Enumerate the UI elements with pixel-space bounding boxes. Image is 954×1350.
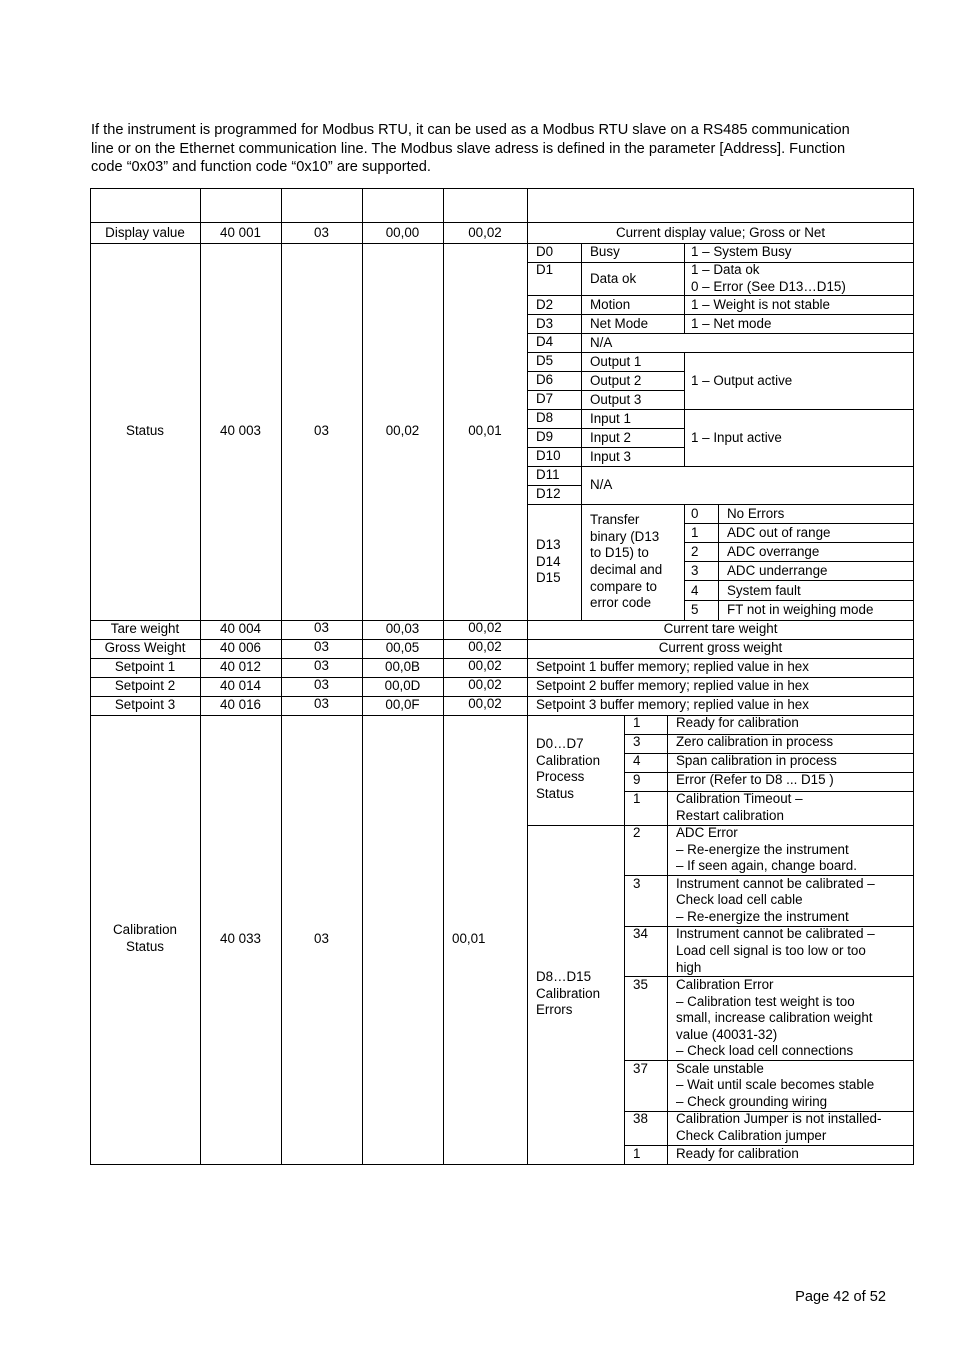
status-value-divider <box>684 352 685 466</box>
bit-d10: D10 <box>536 448 561 463</box>
bit-d0: D0 <box>536 244 554 259</box>
transfer-text-5: compare to <box>590 579 657 594</box>
cal-errors-label: D8…D15 <box>536 969 592 984</box>
transfer-text-1: Transfer <box>590 512 640 527</box>
status-subrow-divider <box>527 504 914 505</box>
cal-text-divider <box>667 715 668 1165</box>
cal-code: 9 <box>633 772 641 787</box>
bit-output3: Output 3 <box>590 392 642 407</box>
bit-d6: D6 <box>536 372 554 387</box>
cal-error-text: Calibration Error <box>676 977 774 992</box>
cal-error-text: Instrument cannot be calibrated – <box>676 926 875 941</box>
bit-output-value: 1 – Output active <box>691 373 793 388</box>
cal-error-text: Load cell signal is too low or too <box>676 943 866 958</box>
calibration-length: 00,01 <box>452 931 486 946</box>
cal-process-label: Status <box>536 786 574 801</box>
tare-address: 00,03 <box>385 621 420 636</box>
bit-netmode: Net Mode <box>590 316 649 331</box>
error-code-number: 2 <box>691 544 699 559</box>
setpoint1-register: 40 012 <box>220 659 261 674</box>
cal-error-text: Calibration Jumper is not installed- <box>676 1111 882 1126</box>
tare-description: Current tare weight <box>663 621 778 636</box>
cal-error-text: Check Calibration jumper <box>676 1128 827 1143</box>
cal-code-text: Calibration Timeout – <box>676 791 803 806</box>
bit-input1: Input 1 <box>590 411 631 426</box>
status-register: 40 003 <box>220 423 261 438</box>
error-code-label: FT not in weighing mode <box>727 602 874 617</box>
bit-d8: D8 <box>536 410 554 425</box>
calibration-name-line2: Status <box>126 939 164 954</box>
setpoint3-length: 00,02 <box>468 696 502 711</box>
error-code-label: ADC overrange <box>727 544 820 559</box>
bit-d5: D5 <box>536 353 554 368</box>
bit-d11-d12-na: N/A <box>590 477 613 492</box>
code-number-divider <box>718 504 719 620</box>
bit-d2: D2 <box>536 297 554 312</box>
setpoint3-address: 00,0F <box>385 697 420 712</box>
cal-error-text: – Re-energize the instrument <box>676 909 849 924</box>
cal-code-text: Ready for calibration <box>676 715 799 730</box>
cal-errors-label: Errors <box>536 1002 573 1017</box>
cal-error-text: small, increase calibration weight <box>676 1010 873 1025</box>
cal-error-text: – Re-energize the instrument <box>676 842 849 857</box>
cal-error-code: 3 <box>633 876 641 891</box>
status-subrow-divider <box>527 333 914 334</box>
status-length: 00,01 <box>468 423 502 438</box>
status-value-divider <box>684 504 685 620</box>
status-subrow-divider <box>527 352 914 353</box>
error-code-number: 3 <box>691 563 699 578</box>
bit-dataok-value-2: 0 – Error (See D13…D15) <box>691 279 846 294</box>
tare-length: 00,02 <box>468 620 502 635</box>
display-address: 00,00 <box>385 225 420 240</box>
error-code-number: 1 <box>691 525 699 540</box>
setpoint1-address: 00,0B <box>385 659 420 674</box>
cal-code: 4 <box>633 753 641 768</box>
status-subrow-divider <box>527 409 914 410</box>
status-address: 00,02 <box>385 423 420 438</box>
bit-d11: D11 <box>536 467 560 482</box>
calibration-register: 40 033 <box>220 931 261 946</box>
cal-code: 1 <box>633 791 641 806</box>
transfer-text-6: error code <box>590 595 652 610</box>
bit-d14: D14 <box>536 554 561 569</box>
error-code-label: ADC out of range <box>727 525 831 540</box>
status-subrow-divider <box>527 466 914 467</box>
gross-length: 00,02 <box>468 639 502 654</box>
gross-register: 40 006 <box>220 640 261 655</box>
setpoint1-length: 00,02 <box>468 658 502 673</box>
bit-motion-value: 1 – Weight is not stable <box>691 297 830 312</box>
cal-error-text: Scale unstable <box>676 1061 764 1076</box>
status-bit-divider <box>581 243 582 620</box>
cal-error-text: ADC Error <box>676 825 738 840</box>
cal-process-label: D0…D7 <box>536 736 584 751</box>
cal-error-text: Ready for calibration <box>676 1146 799 1161</box>
bit-busy: Busy <box>590 244 620 259</box>
status-name: Status <box>126 423 164 438</box>
cal-error-code: 37 <box>633 1061 648 1076</box>
setpoint2-register: 40 014 <box>220 678 261 693</box>
status-value-divider <box>684 243 685 333</box>
display-register: 40 001 <box>220 225 261 240</box>
setpoint2-length: 00,02 <box>468 677 502 692</box>
cal-code-divider <box>624 715 625 1165</box>
cal-error-text: Check load cell cable <box>676 892 803 907</box>
bit-d4-na: N/A <box>590 335 613 350</box>
setpoint2-name: Setpoint 2 <box>114 678 176 693</box>
bit-input2: Input 2 <box>590 430 631 445</box>
cal-process-label: Calibration <box>536 753 601 768</box>
error-code-number: 5 <box>691 602 699 617</box>
error-code-label: No Errors <box>727 506 785 521</box>
transfer-text-3: to D15) to <box>590 545 649 560</box>
intro-paragraph: If the instrument is programmed for Modbus RTU, it can be used as a Modbus RTU slave on a RS485 communication line or on the Ethernet communication line. The Modbus slave adress is defined in the parameter [Address]. Function code “0x03” and function code “0x10” are supported. <box>91 122 850 175</box>
bit-d13: D13 <box>536 537 561 552</box>
cal-error-code: 1 <box>633 1146 641 1161</box>
cal-error-text: – Check load cell connections <box>676 1043 854 1058</box>
error-code-label: ADC underrange <box>727 563 828 578</box>
cal-code-text: Error (Refer to D8 ... D15 ) <box>676 772 834 787</box>
setpoint3-description: Setpoint 3 buffer memory; replied value in hex <box>536 697 809 712</box>
setpoint1-function: 03 <box>314 658 329 673</box>
cal-code-text: Restart calibration <box>676 808 784 823</box>
cal-code: 3 <box>633 734 641 749</box>
cal-process-label: Process <box>536 769 585 784</box>
cal-error-text: – If seen again, change board. <box>676 858 857 873</box>
bit-output2: Output 2 <box>590 373 642 388</box>
bit-input3: Input 3 <box>590 449 631 464</box>
bit-busy-value: 1 – System Busy <box>691 244 792 259</box>
cal-code-text: Zero calibration in process <box>676 734 834 749</box>
cal-code-text: Span calibration in process <box>676 753 837 768</box>
bit-netmode-value: 1 – Net mode <box>691 316 772 331</box>
gross-function: 03 <box>314 639 329 654</box>
page-number: Page 42 of 52 <box>795 1289 886 1305</box>
bit-d12: D12 <box>536 486 561 501</box>
cal-error-code: 2 <box>633 825 641 840</box>
cal-error-code: 34 <box>633 926 648 941</box>
tare-register: 40 004 <box>220 621 261 636</box>
cal-code: 1 <box>633 715 641 730</box>
bit-dataok-value-1: 1 – Data ok <box>691 262 760 277</box>
bit-dataok: Data ok <box>590 271 637 286</box>
cal-error-text: high <box>676 960 702 975</box>
bit-motion: Motion <box>590 297 631 312</box>
cal-error-text: Instrument cannot be calibrated – <box>676 876 875 891</box>
gross-name: Gross Weight <box>104 640 186 655</box>
calibration-function: 03 <box>314 931 329 946</box>
cal-subrow-divider <box>624 1060 914 1061</box>
gross-description: Current gross weight <box>658 640 783 655</box>
calibration-name-line1: Calibration <box>112 922 177 937</box>
bit-d7: D7 <box>536 391 554 406</box>
status-subrow-divider <box>527 314 914 315</box>
transfer-text-4: decimal and <box>590 562 663 577</box>
setpoint1-description: Setpoint 1 buffer memory; replied value in hex <box>536 659 809 674</box>
cal-error-text: – Calibration test weight is too <box>676 994 855 1009</box>
setpoint3-register: 40 016 <box>220 697 261 712</box>
bit-d3: D3 <box>536 316 554 331</box>
setpoint2-function: 03 <box>314 677 329 692</box>
setpoint2-description: Setpoint 2 buffer memory; replied value in hex <box>536 678 809 693</box>
cal-error-text: value (40031-32) <box>676 1027 778 1042</box>
cal-error-text: – Wait until scale becomes stable <box>676 1077 875 1092</box>
setpoint2-address: 00,0D <box>384 678 421 693</box>
bit-d15: D15 <box>536 570 561 585</box>
bit-d4: D4 <box>536 334 554 349</box>
setpoint3-function: 03 <box>314 696 329 711</box>
cal-error-code: 35 <box>633 977 648 992</box>
cal-error-code: 38 <box>633 1111 648 1126</box>
display-name: Display value <box>105 225 185 240</box>
tare-function: 03 <box>314 620 329 635</box>
cal-error-text: – Check grounding wiring <box>676 1094 828 1109</box>
error-code-number: 4 <box>691 583 699 598</box>
display-function: 03 <box>314 225 329 240</box>
tare-name: Tare weight <box>110 621 180 636</box>
setpoint3-name: Setpoint 3 <box>114 697 176 712</box>
bit-d1: D1 <box>536 262 554 277</box>
transfer-text-2: binary (D13 <box>590 529 660 544</box>
error-code-label: System fault <box>727 583 801 598</box>
cal-errors-label: Calibration <box>536 986 601 1001</box>
bit-d9: D9 <box>536 429 554 444</box>
bit-output1: Output 1 <box>590 354 642 369</box>
status-function: 03 <box>314 423 329 438</box>
row-divider <box>90 222 914 223</box>
display-length: 00,02 <box>468 225 502 240</box>
display-description: Current display value; Gross or Net <box>615 225 826 240</box>
error-code-number: 0 <box>691 506 699 521</box>
bit-input-value: 1 – Input active <box>691 430 782 445</box>
gross-address: 00,05 <box>385 640 420 655</box>
setpoint1-name: Setpoint 1 <box>114 659 176 674</box>
